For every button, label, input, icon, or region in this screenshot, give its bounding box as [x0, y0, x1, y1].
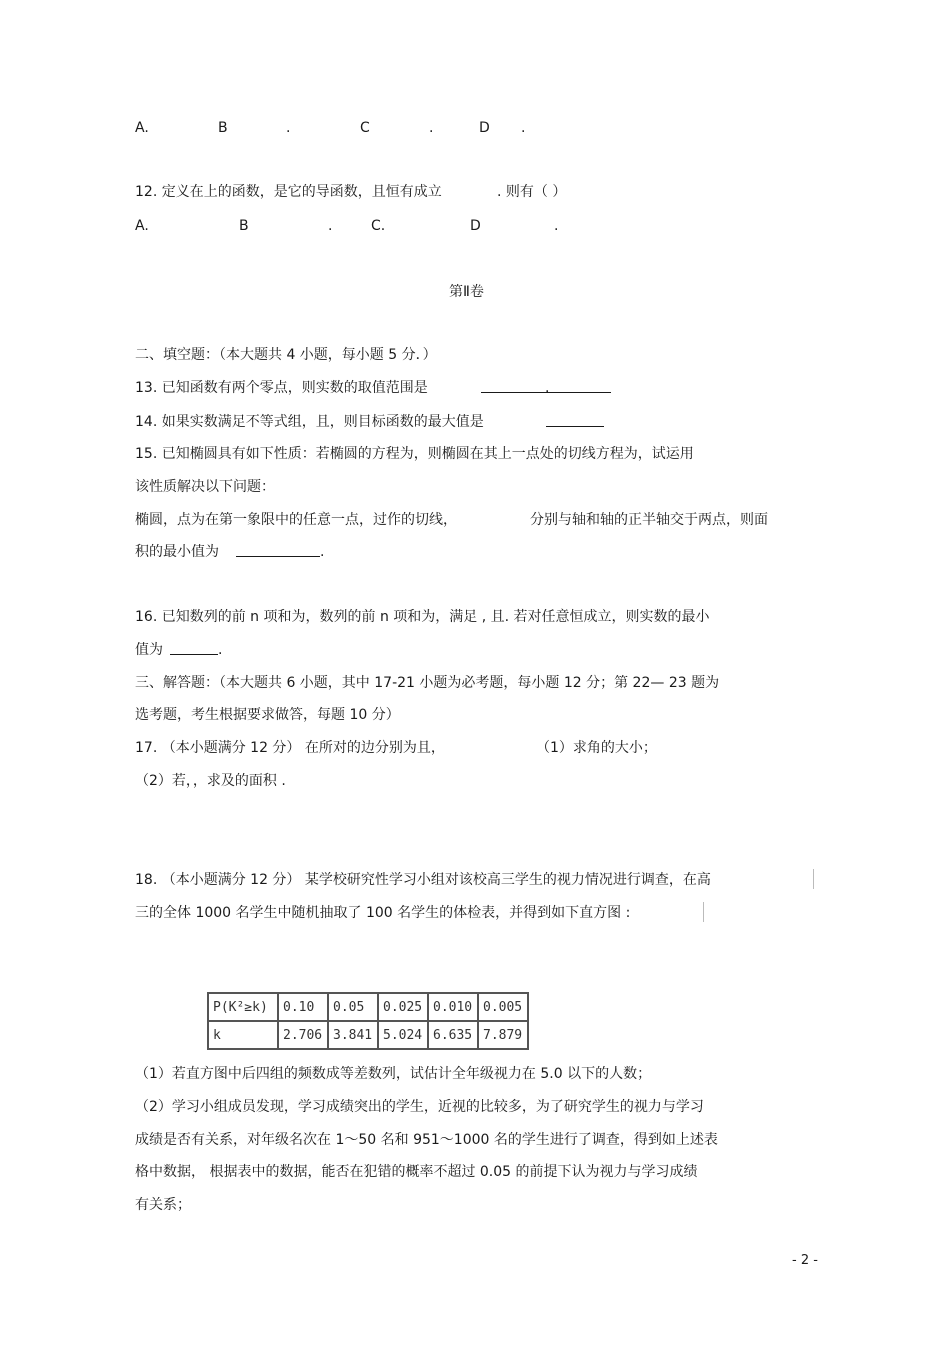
- q16-line2: 值为: [135, 642, 163, 658]
- q15-answer-blank: [236, 543, 320, 562]
- q11-option-a: A.: [135, 120, 149, 136]
- q15-line4: 积的最小值为: [135, 544, 219, 560]
- q11-option-d: D: [479, 120, 490, 136]
- q18-part2-line1: （2）学习小组成员发现，学习成绩突出的学生，近视的比较多，为了研究学生的视力与学习: [135, 1099, 704, 1115]
- q15-line2: 该性质解决以下问题：: [135, 479, 275, 495]
- q17-line2: （2）若，，求及的面积 .: [135, 773, 286, 789]
- table-cell: 0.025: [378, 993, 428, 1021]
- q18-part2-line3: 格中数据， 根据表中的数据，能否在犯错的概率不超过 0.05 的前提下认为视力与学习成绩: [135, 1164, 698, 1180]
- q12-option-c: C.: [371, 218, 386, 234]
- table-cell: 0.05: [328, 993, 378, 1021]
- q11-option-b: B: [218, 120, 228, 136]
- q18-line2: 三的全体 1000 名学生中随机抽取了 100 名学生的体检表，并得到如下直方图 :: [135, 905, 631, 921]
- page-number: - 2 -: [792, 1253, 818, 1268]
- q13-text: 13. 已知函数有两个零点，则实数的取值范围是: [135, 380, 428, 396]
- table-cell: 0.005: [478, 993, 528, 1021]
- table-cell: k: [208, 1021, 278, 1049]
- critical-value-table: [207, 992, 529, 1050]
- q15-line1: 15. 已知椭圆具有如下性质：若椭圆的方程为，则椭圆在其上一点处的切线方程为，试运用: [135, 446, 694, 462]
- table-cell: P(K²≥k): [208, 993, 278, 1021]
- q11-option-b-dot: .: [286, 120, 291, 136]
- q11-option-c: C: [360, 120, 370, 136]
- table-row: [208, 993, 528, 1021]
- q12-option-b-dot: .: [328, 218, 333, 234]
- q12-tail: . 则有（ ）: [497, 184, 567, 200]
- q18-part1: （1）若直方图中后四组的频数成等差数列，试估计全年级视力在 5.0 以下的人数；: [135, 1066, 652, 1082]
- q11-option-c-dot: .: [429, 120, 434, 136]
- table-cell: 0.010: [428, 993, 478, 1021]
- q18-part2-line2: 成绩是否有关系，对年级名次在 1～50 名和 951～1000 名的学生进行了调查，得到如上述表: [135, 1132, 718, 1148]
- table-cell: 6.635: [428, 1021, 478, 1049]
- q14-text: 14. 如果实数满足不等式组，且，则目标函数的最大值是: [135, 414, 484, 430]
- section3-line2: 选考题，考生根据要求做答，每题 10 分）: [135, 707, 400, 723]
- section2-header: 二、填空题：（本大题共 4 小题，每小题 5 分．）: [135, 347, 437, 363]
- q16-answer-blank: [170, 641, 218, 660]
- q17-line1a: 17. （本小题满分 12 分） 在所对的边分别为且，: [135, 740, 445, 756]
- table-cell: 5.024: [378, 1021, 428, 1049]
- q18-part2-line4: 有关系；: [135, 1197, 191, 1213]
- table-cell: 7.879: [478, 1021, 528, 1049]
- q18-divider-1: [813, 869, 814, 889]
- q13-tail: .: [545, 380, 550, 396]
- q12-option-d-dot: .: [554, 218, 559, 234]
- q15-tail: .: [320, 544, 325, 560]
- q16-tail: .: [218, 642, 223, 658]
- q12-stem: 12. 定义在上的函数，是它的导函数，且恒有成立: [135, 184, 442, 200]
- q12-option-b: B: [239, 218, 249, 234]
- part2-title: 第Ⅱ卷: [449, 284, 484, 300]
- q11-option-d-dot: .: [521, 120, 526, 136]
- table-cell: 2.706: [278, 1021, 328, 1049]
- q15-line3b: 分别与轴和轴的正半轴交于两点，则面: [530, 512, 768, 528]
- table-row: [208, 1021, 528, 1049]
- q16-line1: 16. 已知数列的前 n 项和为，数列的前 n 项和为，满足 , 且. 若对任意恒成立，则实数的最小: [135, 609, 710, 625]
- q17-line1b: （1）求角的大小；: [536, 740, 657, 756]
- q12-option-d: D: [470, 218, 481, 234]
- table-cell: 0.10: [278, 993, 328, 1021]
- table-cell: 3.841: [328, 1021, 378, 1049]
- section3-line1: 三、解答题：（本大题共 6 小题，其中 17-21 小题为必考题，每小题 12 分；第 22— 23 题为: [135, 675, 720, 691]
- q18-divider-2: [703, 902, 704, 922]
- q18-line1: 18. （本小题满分 12 分） 某学校研究性学习小组对该校高三学生的视力情况进行调查，在高: [135, 872, 711, 888]
- q14-answer-blank: [546, 413, 604, 432]
- q12-option-a: A.: [135, 218, 149, 234]
- q15-line3a: 椭圆，点为在第一象限中的任意一点，过作的切线，: [135, 512, 457, 528]
